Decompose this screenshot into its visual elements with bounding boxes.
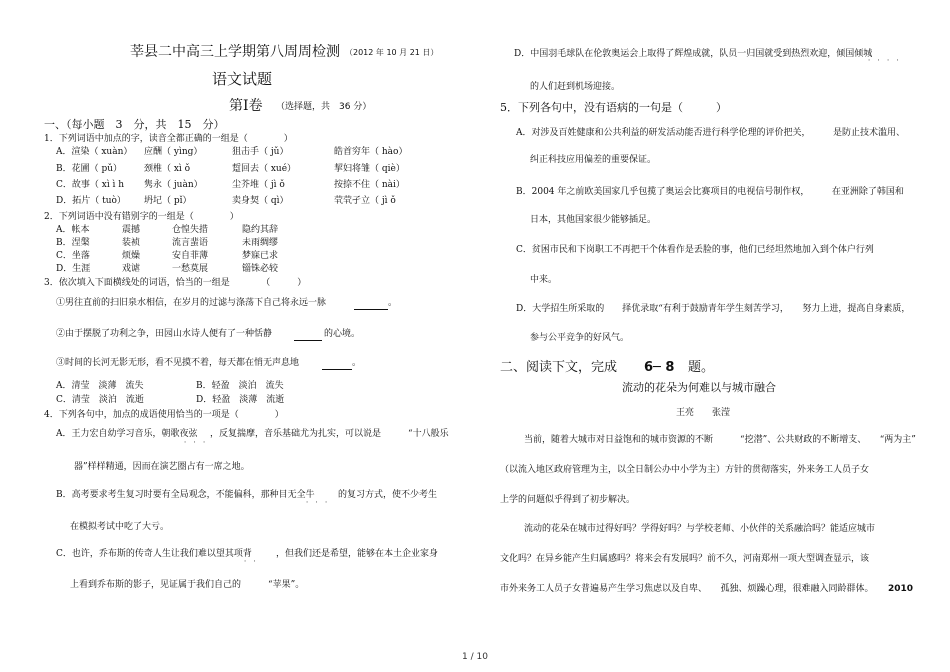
q2-option: 装祯 [122,238,141,248]
article-p2-year: 2010 [888,584,914,594]
q5-option-d-line2: 参与公平竞争的好风气。 [530,333,630,343]
q1-option: 隽永（ juàn） [144,180,203,190]
q4-b-emphasis-dots: ．．． [306,496,338,504]
q4-c-emphasis-dots: ．． [244,555,267,563]
article-p1-line1: 当前，随着大城市对日益饱和的城市资源的不断 “挖潜”、公共财政的不断增支、 “两为主” [524,435,916,445]
q1-option: 茕茕孑立（ jì ǒ [334,196,396,206]
subject-title: 语文试题 [212,70,273,88]
q2-option: 锱铢必较 [242,264,279,274]
q1-option: A．渲染（ xuàn） [56,147,133,157]
q2-stem: 2．下列词语中没有错别字的一组是（ ） [44,212,239,222]
q3-option: C．清莹 淡泊 流逝 [56,395,144,405]
q1-option: B．花圃（ pǔ） [56,164,123,174]
q2-option: D．生涯 [56,264,91,274]
q3-option: A．清莹 淡薄 流失 [56,381,144,391]
q4-option-c-line1: C．也许，乔布斯的传奇人生让我们难以望其项背 [56,549,252,559]
q1-option: 尘芥堆（ jì ǒ [232,180,285,190]
q4-option-b-line1b: 的复习方式，使不少考生 [338,490,438,500]
q2-option: 震撼 [122,225,141,235]
q3-option: B．轻盈 淡泊 流失 [196,381,284,391]
q3-sentence-3-end: 。 [352,358,362,368]
q1-stem: 1．下列词语中加点的字，读音全都正确的一组是（ ） [44,134,293,144]
q4-option-b-line1: B．高考要求考生复习时要有全局观念，不能偏科，那种目无全牛 [56,490,315,500]
q1-option: 坍圮（ pǐ） [144,196,192,206]
page-number: 1 / 10 [462,652,488,662]
q4-option-d-line1: D．中国羽毛球队在伦敦奥运会上取得了辉煌成就，队员一归国就受到热烈欢迎，倾国倾城 [514,49,873,59]
q5-option-a-line2: 纠正科技应用偏差的重要保证。 [530,155,657,165]
q3-stem: 3．依次填入下面横线处的词语，恰当的一组是 （ ） [44,278,307,288]
q5-option-c-line1: C．贫困市民和下岗职工不再把干个体看作是丢脸的事，他们已经坦然地加入到个体户行列 [516,245,874,255]
article-p2-line3: 市外来务工人员子女普遍易产生学习焦虑以及自卑、 孤独、烦躁心理，很难融入同龄群体。 [500,584,874,594]
q2-option: 仓惶失措 [172,225,209,235]
volume-note: （选择题，共 36 分） [276,102,372,112]
article-p1-line3: 上学的问题似乎得到了初步解决。 [500,495,636,505]
q2-option: 戏谑 [122,264,141,274]
article-authors: 王亮 张滢 [676,408,731,418]
exam-title: 莘县二中高三上学期第八周周检测 [130,44,340,60]
q5-option-a-line1: A．对涉及百姓健康和公共利益的研发活动能否进行科学伦理的评价把关， 是防止技术滥用、 [516,128,906,138]
q1-option: 踅回去（ xué） [232,164,297,174]
exam-date: （2012 年 10 月 21 日） [345,48,439,57]
q1-option: D．拓片（ tuò） [56,196,126,206]
q4-option-d-line2: 的人们赶到机场迎接。 [530,82,621,92]
volume-title: 第Ⅰ卷 [229,98,263,114]
q4-d-emphasis-dots: ．．．． [868,54,910,62]
q2-option: 未雨绸缪 [242,238,279,248]
q2-option: 梦寐已求 [242,251,279,261]
q1-option: 卖身契（ qì） [232,196,289,206]
q5-option-c-line2: 中来。 [530,275,558,285]
q1-option: 狙击手（ jǔ） [232,147,289,157]
q3-sentence-1-end: 。 [388,298,398,308]
q2-option: 流言蜚语 [172,238,209,248]
section2-heading: 二、阅读下文，完成 [500,360,618,375]
q5-option-b-line1: B．2004 年之前欧美国家几乎包揽了奥运会比赛项目的电视信号制作权， 在亚洲除了韩国和 [516,187,904,197]
q3-sentence-2-end: 的心境。 [324,329,361,339]
q4-option-a-line2: 器”样样精通，因而在演艺圈占有一席之地。 [74,462,250,472]
q4-option-c-line1b: ，但我们还是希望，能够在本土企业家身 [276,549,439,559]
section2-range: 6─ 8 [644,360,675,375]
q1-option: 应酬（ yìng） [144,147,203,157]
q3-option: D．轻盈 淡薄 流逝 [196,395,285,405]
q4-a-emphasis-dots: ．．． [184,436,216,444]
q4-option-a-line1: A．王力宏自幼学习音乐，朝歌夜弦 [56,429,198,439]
q4-option-c-line2: 上看到乔布斯的影子，见证属于我们自己的 “苹果”。 [70,580,305,590]
q2-option: C．坐落 [56,251,90,261]
q1-option: 挈妇将雏（ qiè） [334,164,405,174]
section2-heading-end: 题。 [688,360,715,375]
article-p2-line2: 文化吗？在异乡能产生归属感吗？将来会有发展吗？前不久，河南郑州一项大型调查显示，该 [500,554,870,564]
article-p1-line2: （以流入地区政府管理为主，以全日制公办中小学为主）方针的贯彻落实，外来务工人员子女 [500,465,870,475]
q4-option-a-line1b: ，反复揣摩，音乐基础尤为扎实，可以说是 “十八般乐 [210,429,449,439]
q3-sentence-3: ③时间的长河无影无形，看不见摸不着，每天都在悄无声息地 [56,358,300,368]
q5-stem: 5．下列各句中，没有语病的一句是（ ） [500,101,727,114]
q4-stem: 4．下列各句中，加点的成语使用恰当的一项是（ ） [44,410,284,420]
q2-option: 一愁莫展 [172,264,209,274]
q5-option-d-line1: D．大学招生所采取的 择优录取“有利于鼓励青年学生刻苦学习， 努力上进，提高自身素质， [516,304,911,314]
q1-option: 颈椎（ xì ǒ [144,164,191,174]
q5-option-b-line2: 日本，其他国家很少能够插足。 [530,215,657,225]
q1-option: C．故事（ xì ì h [56,180,125,190]
q1-option: 皓首穷年（ hào） [334,147,408,157]
q1-option: 按捺不住（ nài） [334,180,405,190]
q3-blank-1 [354,309,388,310]
section1-heading: 一、（每小题 3 分，共 15 分） [44,118,225,131]
q3-sentence-2: ②由于摆脱了功利之争，田园山水诗人便有了一种恬静 [56,329,273,339]
q2-option: A．帐本 [56,225,90,235]
q2-option: 隐约其辞 [242,225,279,235]
q3-sentence-1: ①男往直前的扫旧泉水相信，在岁月的过滤与涤荡下自己将永远一脉 [56,298,327,308]
q3-blank-3 [322,369,352,370]
article-p2-line1: 流动的花朵在城市过得好吗？学得好吗？与学校老师、小伙伴的关系融洽吗？能适应城市 [524,524,876,534]
article-title: 流动的花朵为何难以与城市融合 [622,381,776,394]
q2-option: 安自菲薄 [172,251,209,261]
q4-option-b-line2: 在模拟考试中吃了大亏。 [70,522,170,532]
q2-option: B．涅槃 [56,238,90,248]
q3-blank-2 [294,340,322,341]
q2-option: 烦燥 [122,251,141,261]
